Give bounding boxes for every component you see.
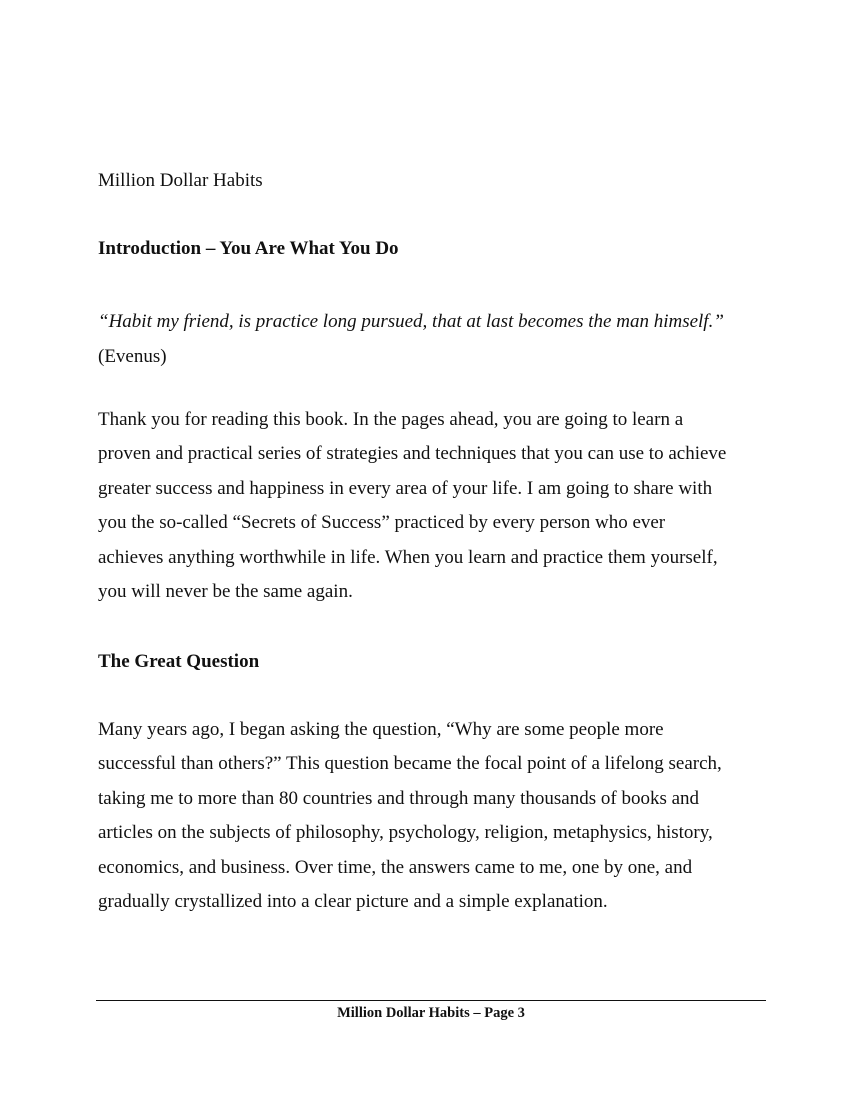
section-heading: The Great Question xyxy=(98,651,260,672)
footer-divider xyxy=(96,1000,766,1001)
running-title: Million Dollar Habits xyxy=(98,170,263,191)
paragraph-line: taking me to more than 80 countries and through many thousands of books and xyxy=(98,787,700,809)
paragraph-line: articles on the subjects of philosophy, psychology, religion, metaphysics, history, xyxy=(98,822,713,844)
epigraph-quote xyxy=(98,305,724,374)
quote-text: “Habit my friend, is practice long pursued, that at last becomes the man himself.” xyxy=(98,311,724,332)
paragraph-line: greater success and happiness in every area of your life. I am going to share with xyxy=(98,477,713,499)
paragraph-line: proven and practical series of strategies and techniques that you can use to achieve xyxy=(98,443,727,465)
intro-heading: Introduction – You Are What You Do xyxy=(98,238,399,259)
paragraph-line: gradually crystallized into a clear picture and a simple explanation. xyxy=(98,891,608,913)
paragraph-line: Many years ago, I began asking the question, “Why are some people more xyxy=(98,719,664,740)
paragraph-line: successful than others?” This question became the focal point of a lifelong search, xyxy=(98,753,722,775)
paragraph-line: achieves anything worthwhile in life. When you learn and practice them yourself, xyxy=(98,546,718,568)
quote-author: (Evenus) xyxy=(98,345,167,367)
paragraph-line: you will never be the same again. xyxy=(98,581,353,603)
paragraph-line: Thank you for reading this book. In the pages ahead, you are going to learn a xyxy=(98,409,684,430)
paragraph-line: you the so-called “Secrets of Success” practiced by every person who ever xyxy=(98,512,666,534)
intro-paragraph xyxy=(98,403,770,609)
paragraph-line: economics, and business. Over time, the answers came to me, one by one, and xyxy=(98,856,693,878)
page-footer: Million Dollar Habits – Page 3 xyxy=(337,1005,525,1021)
section-paragraph xyxy=(98,713,770,919)
